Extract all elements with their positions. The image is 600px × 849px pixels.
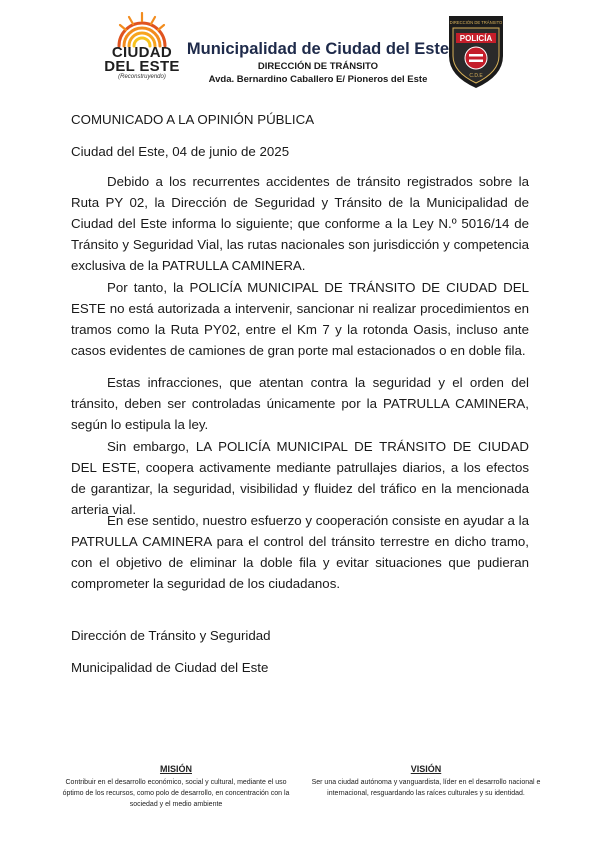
- city-logo: [103, 12, 181, 84]
- mission-block: [60, 764, 292, 810]
- letter-date: Ciudad del Este, 04 de junio de 2025: [71, 144, 290, 159]
- vision-block: [310, 764, 542, 799]
- paragraph: Sin embargo, LA POLICÍA MUNICIPAL DE TRÁNSITO DE CIUDAD DEL ESTE, coopera activamente mediante patrullajes diarios, a los efectos de garantizar, la seguridad, visibilidad y fluidez del tráfico en la mencionada arteria vial.: [71, 439, 529, 517]
- vision-title: VISIÓN: [410, 764, 442, 774]
- signature-department: Dirección de Tránsito y Seguridad: [71, 628, 271, 643]
- signature-municipality: Municipalidad de Ciudad del Este: [71, 660, 269, 675]
- paragraph: En ese sentido, nuestro esfuerzo y cooperación consiste en ayudar a la PATRULLA CAMINERA para el control del tránsito terrestre en dicho tramo, con el objetivo de eliminar la doble fila y evitar situaciones que pudieran comprometer la seguridad de los ciudadanos.: [71, 513, 529, 591]
- logo-tagline: (Reconstruyendo): [118, 74, 166, 80]
- logo-city-line1: CIUDAD: [111, 44, 173, 61]
- vision-text: Ser una ciudad autónoma y vanguardista, líder en el desarrollo nacional e internacional, resguardando las raíces culturales y su identidad.: [311, 779, 541, 797]
- mission-title: MISIÓN: [159, 764, 192, 774]
- badge-top-text: DIRECCIÓN DE TRÁNSITO: [449, 20, 503, 25]
- badge-word: POLICÍA: [459, 34, 493, 43]
- paragraph: Estas infracciones, que atentan contra la seguridad y el orden del tránsito, deben ser controladas únicamente por la PATRULLA CAMINERA, según lo estipula la ley.: [71, 375, 529, 432]
- sunrise-logo-icon: [113, 12, 171, 48]
- paragraph: Debido a los recurrentes accidentes de tránsito registrados sobre la Ruta PY 02, la Dirección de Seguridad y Tránsito de la Municipalidad de Ciudad del Este informa lo siguiente; que conforme a la Ley N.º 5016/14 de Tránsito y Seguridad Vial, las rutas nacionales son jurisdicción y competencia exclusiva de la PATRULLA CAMINERA.: [71, 174, 529, 273]
- paragraph: Por tanto, la POLICÍA MUNICIPAL DE TRÁNSITO DE CIUDAD DEL ESTE no está autorizada a intervenir, sancionar ni realizar procedimientos en tramos como la Ruta PY02, entre el Km 7 y la rotonda Oasis, incluso ante casos evidentes de camiones de gran porte mal estacionados o en doble fila.: [71, 280, 529, 358]
- letterhead: [183, 40, 453, 85]
- mission-text: Contribuir en el desarrollo económico, social y cultural, mediante el uso óptimo de los recursos, como polo de desarrollo, en concentración con la sociedad y el medio ambiente: [62, 779, 290, 808]
- logo-city-line2: DEL ESTE: [104, 58, 180, 75]
- badge-bottom-text: C.D.E: [469, 73, 483, 79]
- department-name: DIRECCIÓN DE TRÁNSITO: [257, 61, 379, 72]
- logo-city-name: [103, 46, 181, 74]
- address: Avda. Bernardino Caballero E/ Pioneros del Este: [208, 74, 428, 85]
- communique-heading: COMUNICADO A LA OPINIÓN PÚBLICA: [71, 112, 315, 127]
- municipality-title: Municipalidad de Ciudad del Este: [186, 40, 450, 58]
- police-badge-icon: [445, 12, 507, 90]
